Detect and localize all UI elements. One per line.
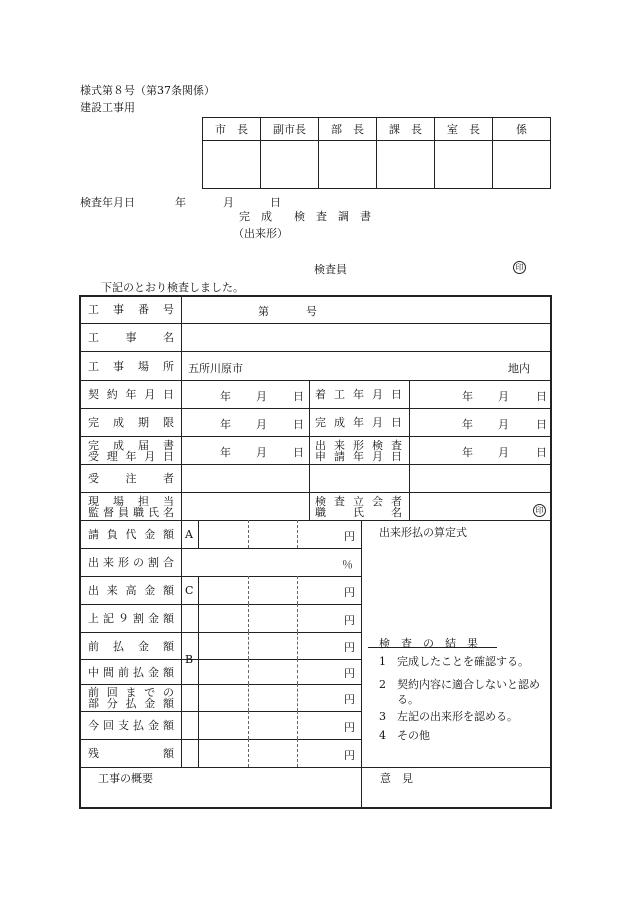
formula-label: 出来形払の算定式	[379, 526, 467, 539]
mark-a: A	[185, 528, 193, 541]
label-construction-number: 工 事 番 号	[88, 303, 174, 316]
label-construction-name: 工 事 名	[88, 331, 174, 344]
approval-header-office-chief: 室 長	[447, 123, 480, 136]
label-completion-notice-date: 完 成 届 書 受 理 年 月 日	[88, 438, 174, 463]
result-list	[379, 654, 549, 743]
result-title: 検 査 の 結 果	[379, 637, 478, 650]
approval-header-mayor: 市 長	[215, 123, 248, 136]
construction-number-dai: 第	[258, 305, 269, 318]
unit-yen: 円	[344, 530, 355, 543]
label-progress-amount: 出 来 高 金 額	[88, 584, 174, 597]
document-subtitle: （出来形）	[233, 227, 288, 240]
document-title: 完 成 検 査 調 書	[239, 210, 371, 223]
label-completion-date: 完 成 年 月 日	[315, 416, 402, 429]
unit-percent: ％	[342, 558, 353, 571]
inspection-date-day: 日	[270, 196, 281, 209]
request-date-day: 日	[536, 446, 547, 459]
witness-seal: 印	[533, 504, 546, 517]
label-advance-payment: 前 払 金 額	[88, 639, 174, 653]
deadline-day: 日	[293, 418, 304, 431]
notice-date-month: 月	[256, 446, 267, 459]
completion-date-month: 月	[498, 418, 509, 431]
inspection-date-month: 月	[223, 196, 234, 209]
label-contract-amount: 請 負 代 金 額	[88, 528, 174, 541]
contract-date-year: 年	[220, 390, 231, 403]
unit-yen: 円	[344, 721, 355, 734]
unit-yen: 円	[344, 614, 355, 627]
overview-label: 工事の概要	[98, 772, 153, 785]
approval-header-director: 部 長	[331, 123, 364, 136]
construction-number-go: 号	[306, 305, 317, 318]
start-date-day: 日	[536, 390, 547, 403]
label-interim-advance: 中 間 前 払 金 額	[88, 665, 174, 679]
label-contract-date: 契 約 年 月 日	[88, 388, 174, 401]
request-date-year: 年	[462, 446, 473, 459]
start-date-month: 月	[498, 390, 509, 403]
construction-place-suffix: 地内	[508, 362, 530, 375]
label-start-date: 着 工 年 月 日	[315, 388, 402, 401]
unit-yen: 円	[344, 641, 355, 654]
approval-header-section-chief: 課 長	[389, 123, 422, 136]
label-current-payment: 今 回 支 払 金 額	[88, 719, 174, 732]
deadline-month: 月	[256, 418, 267, 431]
notice-date-year: 年	[220, 446, 231, 459]
label-inspection-request-date: 出 来 形 検 査 申 請 年 月 日	[315, 438, 402, 463]
unit-yen: 円	[344, 667, 355, 680]
contract-date-day: 日	[293, 390, 304, 403]
notice-date-day: 日	[293, 446, 304, 459]
construction-place-city: 五所川原市	[188, 362, 243, 375]
inspection-date-year: 年	[175, 196, 186, 209]
label-ninety-percent-amount: 上 記 ９ 割 金 額	[88, 612, 174, 625]
mark-c: C	[185, 584, 194, 597]
completion-date-year: 年	[462, 418, 473, 431]
approval-header-deputy-mayor: 副市長	[273, 123, 306, 136]
inspection-date-label: 検査年月日	[80, 196, 135, 209]
result-item: 4 その他	[379, 729, 430, 742]
inspector-label: 検査員	[314, 263, 347, 276]
result-item: 3 左記の出来形を認める。	[379, 710, 518, 723]
intro-text: 下記のとおり検査しました。	[101, 281, 244, 294]
contract-date-month: 月	[256, 390, 267, 403]
label-balance: 残 額	[88, 747, 174, 760]
request-date-month: 月	[498, 446, 509, 459]
label-previous-partial-payments: 前 回 ま で の 部 分 払 金 額	[88, 686, 174, 710]
unit-yen: 円	[344, 749, 355, 762]
unit-yen: 円	[344, 693, 355, 706]
label-inspection-witness: 検 査 立 会 者 職 氏 名	[315, 494, 402, 519]
inspector-seal: 印	[513, 261, 526, 274]
form-number: 様式第８号（第37条関係）	[80, 84, 215, 97]
completion-date-day: 日	[536, 418, 547, 431]
label-construction-place: 工 事 場 所	[88, 359, 174, 373]
start-date-year: 年	[462, 390, 473, 403]
label-contractor: 受 注 者	[88, 472, 174, 485]
form-usage: 建設工事用	[80, 101, 135, 114]
mark-b: B	[185, 653, 194, 666]
deadline-year: 年	[220, 418, 231, 431]
result-item: 1 完成したことを確認する。	[379, 655, 529, 668]
label-progress-ratio: 出 来 形 の 割 合	[88, 556, 174, 569]
construction-name-field[interactable]	[183, 324, 550, 351]
opinion-label: 意 見	[380, 772, 413, 785]
result-item: 2 契約内容に適合しないと認める。	[379, 678, 540, 706]
label-completion-deadline: 完 成 期 限	[88, 416, 174, 429]
contractor-field[interactable]	[183, 465, 550, 492]
unit-yen: 円	[344, 586, 355, 599]
approval-header-staff: 係	[516, 123, 527, 136]
label-site-supervisor: 現 場 担 当 監 督 員 職 氏 名	[88, 494, 174, 519]
